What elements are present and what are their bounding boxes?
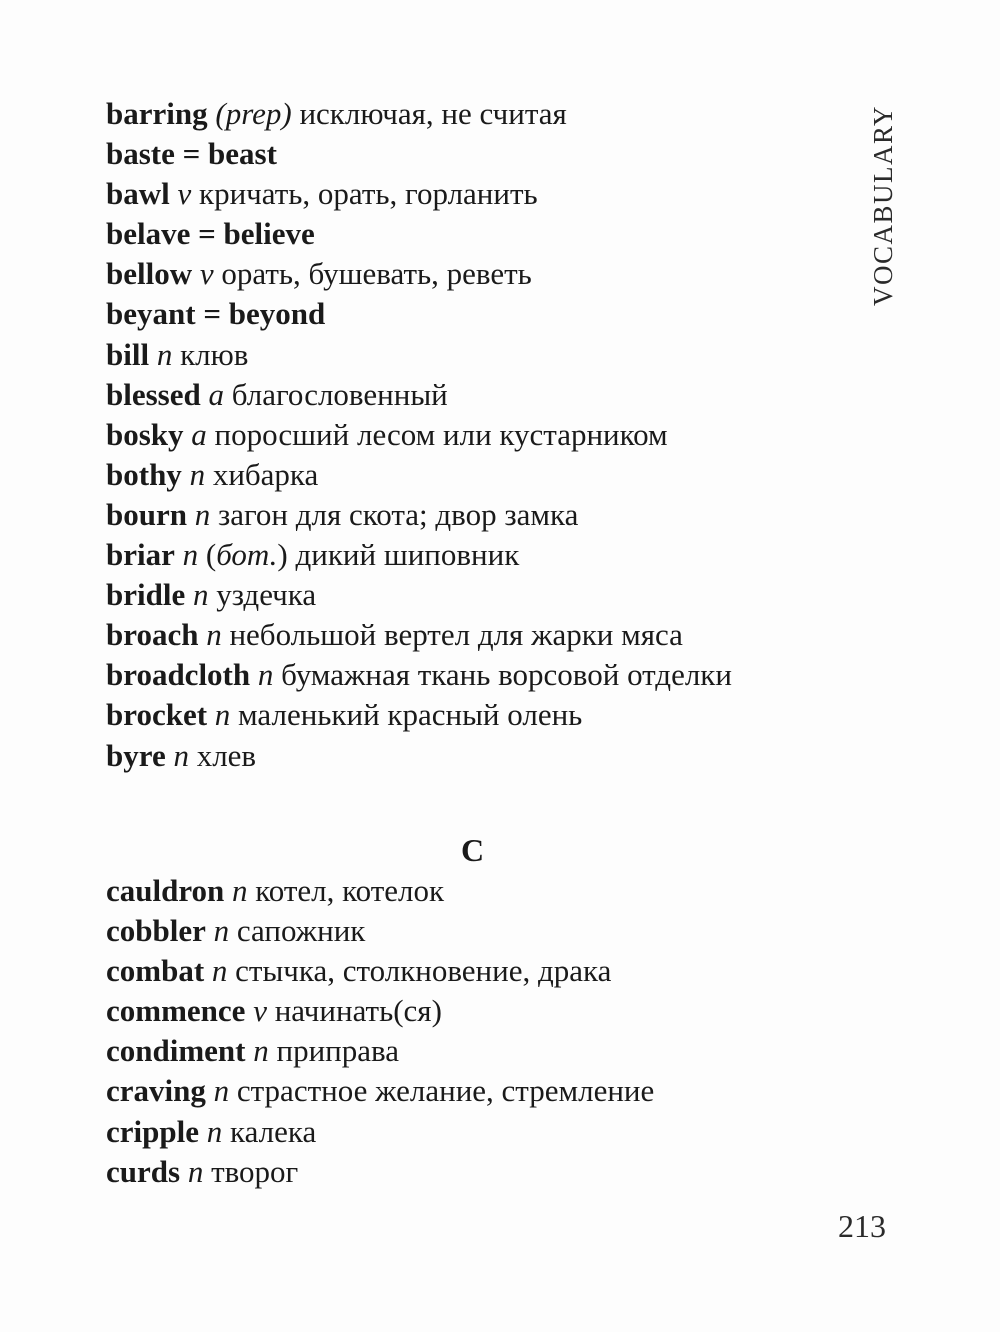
entry-term: briar (106, 537, 175, 573)
entry-part-of-speech: n (257, 657, 274, 693)
entry-term: blessed (106, 376, 201, 412)
section-c-entries (106, 871, 846, 1192)
entry-definition: орать, бушевать, реветь (221, 256, 532, 292)
entry-term: belave (106, 216, 191, 252)
entry-term: broach (106, 617, 199, 653)
entry-part-of-speech: n (214, 697, 231, 733)
vocab-entry (106, 1112, 846, 1152)
entry-term: beyant (106, 296, 196, 332)
entry-definition: клюв (180, 336, 249, 372)
entry-term: cripple (106, 1113, 199, 1149)
entry-term: cauldron (106, 873, 225, 908)
entry-definition-prefix: ( (205, 537, 217, 573)
entry-definition: поросший лесом или кустарником (214, 416, 668, 452)
entry-part-of-speech: n (194, 496, 211, 532)
running-header-vocabulary: VOCABULARY (868, 104, 898, 306)
entry-part-of-speech: n (213, 913, 230, 949)
entry-definition: сапожник (236, 913, 366, 949)
entry-definition: загон для скота; двор замка (217, 496, 579, 532)
entry-definition: хлев (196, 737, 257, 773)
entry-definition: страстное желание, стремление (236, 1073, 655, 1109)
vocab-entry (106, 911, 846, 951)
entry-part-of-speech: n (213, 1073, 230, 1109)
entry-term: bothy (106, 456, 182, 492)
entry-term: bawl (106, 176, 170, 212)
entry-term: craving (106, 1073, 206, 1109)
entry-term: bourn (106, 496, 187, 532)
entry-definition: творог (211, 1153, 299, 1189)
entry-definition: калека (230, 1113, 317, 1149)
entry-definition: = beast (182, 136, 277, 172)
page-number: 213 (838, 1208, 886, 1244)
entry-part-of-speech: n (253, 1033, 269, 1069)
entry-part-of-speech: n (206, 1113, 223, 1149)
vocab-entry (106, 575, 846, 615)
entry-term: baste (106, 136, 175, 172)
entry-term: bosky (106, 416, 184, 452)
entry-definition: = beyond (203, 296, 326, 332)
vocab-entry (106, 655, 846, 695)
vocab-entry (106, 375, 846, 415)
entry-term: combat (106, 953, 205, 989)
entry-definition: небольшой вертел для жарки мяса (229, 617, 683, 653)
entry-definition: кричать, орать, горланить (199, 176, 538, 212)
entry-definition: = believe (198, 216, 315, 252)
entry-part-of-speech: n (232, 873, 248, 908)
vocab-entry (106, 335, 846, 375)
entry-part-of-speech: n (189, 456, 206, 492)
vocab-entry (106, 94, 846, 134)
entry-term: bellow (106, 256, 193, 292)
entry-term: commence (106, 993, 246, 1029)
entry-part-of-speech: n (173, 737, 189, 773)
vocab-entry (106, 1031, 846, 1071)
vocab-entry (106, 1152, 846, 1192)
vocab-entry (106, 174, 846, 214)
entry-part-of-speech: v (199, 256, 214, 292)
entry-part-of-speech: n (182, 537, 199, 573)
entry-part-of-speech: n (192, 577, 209, 613)
vocab-entry (106, 535, 846, 575)
entry-definition: ) дикий шиповник (277, 537, 520, 573)
entry-term: condiment (106, 1033, 246, 1069)
entry-part-of-speech: (prep) (215, 96, 292, 131)
entry-part-of-speech: n (206, 617, 222, 653)
entry-definition: котел, котелок (255, 873, 445, 908)
vocab-entry (106, 1071, 846, 1111)
entry-usage-label: бот. (216, 537, 278, 573)
vocab-entry (106, 495, 846, 535)
entry-term: brocket (106, 697, 208, 733)
entry-part-of-speech: v (253, 993, 267, 1029)
entry-definition: стычка, столкновение, драка (235, 953, 612, 989)
entry-definition: благословенный (231, 376, 448, 412)
vocab-entry (106, 736, 846, 776)
vocab-entry (106, 254, 846, 294)
vocab-entry (106, 294, 846, 334)
vocab-entry (106, 951, 846, 991)
vocab-entry (106, 695, 846, 735)
entry-term: barring (106, 96, 208, 131)
entry-part-of-speech: a (191, 416, 207, 452)
entry-part-of-speech: v (177, 176, 192, 212)
entry-term: bridle (106, 577, 186, 613)
entry-definition: маленький красный олень (238, 697, 583, 733)
section-b-entries (106, 94, 846, 776)
entry-definition: уздечка (216, 577, 317, 613)
entry-term: cobbler (106, 913, 206, 949)
entry-part-of-speech: n (187, 1153, 204, 1189)
entry-definition: хибарка (212, 456, 319, 492)
vocab-entry (106, 991, 846, 1031)
vocab-entry (106, 871, 846, 911)
vocab-entry (106, 455, 846, 495)
vocab-entry (106, 615, 846, 655)
entry-definition: начинать(ся) (274, 993, 442, 1029)
entry-definition: бумажная ткань ворсовой отделки (281, 657, 732, 693)
entry-term: bill (106, 336, 150, 372)
entry-term: byre (106, 737, 166, 773)
entry-part-of-speech: n (156, 336, 173, 372)
entry-definition: приправа (276, 1033, 400, 1069)
entry-term: broadcloth (106, 657, 251, 693)
vocab-entry (106, 415, 846, 455)
section-heading-c: C (460, 832, 485, 868)
entry-part-of-speech: n (211, 953, 228, 989)
entry-term: curds (106, 1153, 181, 1189)
vocab-entry (106, 214, 846, 254)
entry-definition: исключая, не считая (299, 96, 567, 131)
vocab-entry (106, 134, 846, 174)
entry-part-of-speech: a (208, 376, 224, 412)
